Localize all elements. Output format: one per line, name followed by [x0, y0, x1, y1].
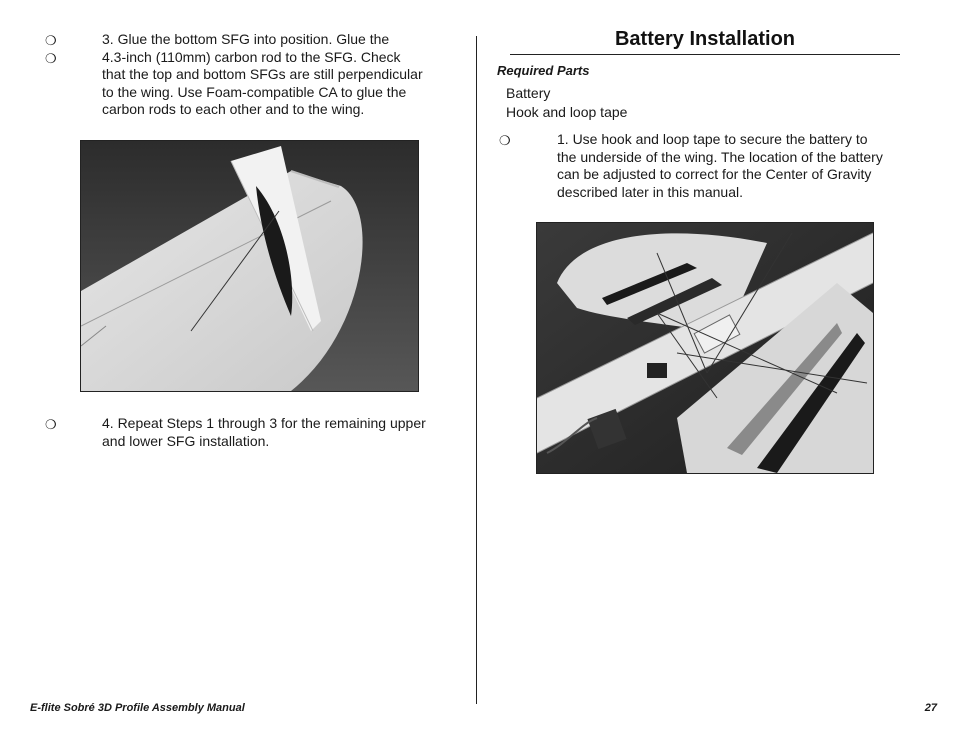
column-divider [476, 36, 477, 704]
step-3-line: 4.3-inch (110mm) carbon rod to the SFG. Check [102, 48, 401, 65]
step-4-line: 4. Repeat Steps 1 through 3 for the remaining upper [102, 415, 426, 431]
sfg-wing-photo [80, 140, 419, 392]
step-3-line: that the top and bottom SFGs are still perpendicular [102, 66, 423, 82]
step-4-checkbox[interactable]: ❍ [45, 417, 59, 432]
step-3-line: to the wing. Use Foam-compatible CA to glue the [102, 83, 407, 100]
step-1-text [557, 131, 907, 201]
required-parts-heading: Required Parts [497, 63, 590, 78]
step-3-line: carbon rods to each other and to the wing. [102, 101, 365, 117]
part-item: Hook and loop tape [506, 104, 628, 120]
step-4-line: and lower SFG installation. [102, 432, 270, 449]
step-1-line: 1. Use hook and loop tape to secure the battery to [557, 131, 868, 147]
section-title: Battery Installation [614, 28, 796, 50]
step-4-text [102, 415, 442, 450]
step-3-checkboxes[interactable]: ❍ ❍ [45, 33, 59, 66]
footer-page-number: 27 [924, 702, 937, 714]
step-1-line: the underside of the wing. The location of the battery [557, 148, 883, 165]
step-1-line: described later in this manual. [557, 183, 743, 200]
step-1-checkbox[interactable]: ❍ [499, 133, 513, 148]
part-item: Battery [506, 85, 551, 101]
title-rule [510, 54, 900, 55]
step-1-line: can be adjusted to correct for the Center of Gravity [557, 166, 872, 182]
battery-photo [536, 222, 874, 474]
parts-list [506, 84, 627, 122]
footer-manual-title: E-flite Sobré 3D Profile Assembly Manual [30, 702, 245, 714]
step-3-line: 3. Glue the bottom SFG into position. Glue the [102, 31, 390, 47]
step-3-text [102, 31, 442, 119]
